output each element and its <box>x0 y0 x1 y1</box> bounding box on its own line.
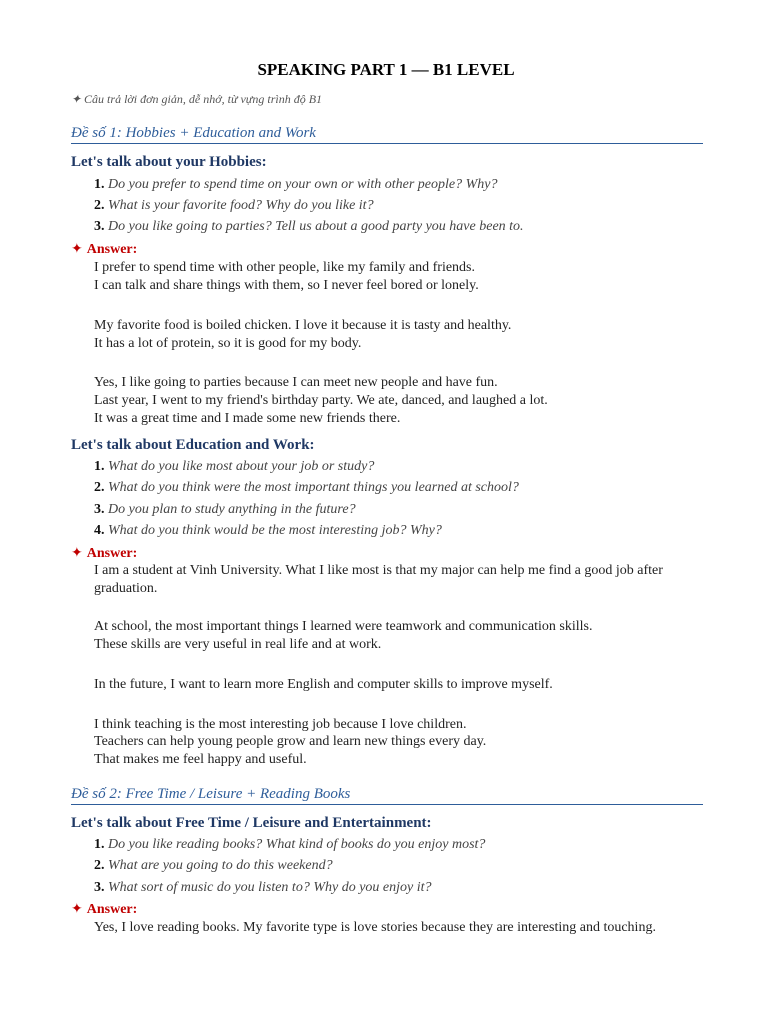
four-pointed-star-icon: ✦ <box>71 546 83 561</box>
answer-line: It was a great time and I made some new friends there. <box>94 411 401 426</box>
page-subtitle: ✦ Câu trả lời đơn giản, dễ nhớ, từ vựng trình độ B1 <box>71 92 323 106</box>
question-number: 3. <box>94 502 105 517</box>
question-number: 2. <box>94 198 105 213</box>
four-pointed-star-icon: ✦ <box>71 902 83 917</box>
question-text: Do you prefer to spend time on your own or with other people? Why? <box>108 177 498 192</box>
question-number: 1. <box>94 837 105 852</box>
answer-line: At school, the most important things I learned were teamwork and communication skills. <box>94 619 593 634</box>
page-title: SPEAKING PART 1 — B1 LEVEL <box>257 60 515 79</box>
answer-line: These skills are very useful in real life and at work. <box>94 637 382 652</box>
topic-heading-free-time: Let's talk about Free Time / Leisure and Entertainment: <box>71 815 432 831</box>
answer-line: I can talk and share things with them, so I never feel bored or lonely. <box>94 278 479 293</box>
question-number: 2. <box>94 480 105 495</box>
topic-heading-education-work: Let's talk about Education and Work: <box>71 437 315 453</box>
question-number: 1. <box>94 459 105 474</box>
answer-line: My favorite food is boiled chicken. I love it because it is tasty and healthy. <box>94 318 512 333</box>
question-item <box>94 177 497 193</box>
answer-line: Last year, I went to my friend's birthday party. We ate, danced, and laughed a lot. <box>94 393 548 408</box>
question-number: 2. <box>94 858 105 873</box>
question-text: What are you going to do this weekend? <box>108 858 333 873</box>
question-text: What is your favorite food? Why do you like it? <box>108 198 374 213</box>
answer-line: It has a lot of protein, so it is good for my body. <box>94 336 362 351</box>
answer-line: Teachers can help young people grow and learn new things every day. <box>94 734 487 749</box>
question-number: 1. <box>94 177 105 192</box>
question-text: What sort of music do you listen to? Why do you enjoy it? <box>108 880 432 895</box>
answer-label <box>71 545 137 562</box>
question-text: Do you plan to study anything in the future? <box>108 502 356 517</box>
question-item <box>94 502 356 518</box>
answer-label <box>71 901 137 918</box>
answer-label-text: Answer: <box>86 902 138 917</box>
question-text: What do you think were the most important things you learned at school? <box>108 480 519 495</box>
question-item <box>94 198 374 214</box>
answer-label-text: Answer: <box>86 242 138 257</box>
question-item <box>94 858 333 874</box>
answer-label <box>71 241 137 258</box>
question-item <box>94 480 519 496</box>
question-item <box>94 459 374 475</box>
question-text: Do you like going to parties? Tell us about a good party you have been to. <box>108 219 524 234</box>
answer-line: Yes, I love reading books. My favorite type is love stories because they are interesting and touching. <box>94 920 656 935</box>
question-item <box>94 880 432 896</box>
answer-paragraph: I am a student at Vinh University. What I like most is that my major can help me find a good job after graduation. <box>94 563 663 596</box>
question-text: What do you like most about your job or study? <box>108 459 375 474</box>
section-heading-2: Đề số 2: Free Time / Leisure + Reading Books <box>71 785 703 805</box>
answer-line: In the future, I want to learn more English and computer skills to improve myself. <box>94 677 553 692</box>
question-item <box>94 523 442 539</box>
question-item <box>94 837 485 853</box>
answer-line: Yes, I like going to parties because I can meet new people and have fun. <box>94 375 498 390</box>
question-number: 4. <box>94 523 105 538</box>
question-number: 3. <box>94 880 105 895</box>
answer-line: I prefer to spend time with other people, like my family and friends. <box>94 260 476 275</box>
question-item <box>94 219 524 235</box>
section-heading-1: Đề số 1: Hobbies + Education and Work <box>71 124 703 144</box>
question-text: What do you think would be the most interesting job? Why? <box>108 523 442 538</box>
four-pointed-star-icon: ✦ <box>71 242 83 257</box>
answer-line: That makes me feel happy and useful. <box>94 752 307 767</box>
question-text: Do you like reading books? What kind of books do you enjoy most? <box>108 837 486 852</box>
answer-line: I think teaching is the most interesting job because I love children. <box>94 717 467 732</box>
topic-heading-hobbies: Let's talk about your Hobbies: <box>71 154 267 170</box>
question-number: 3. <box>94 219 105 234</box>
answer-label-text: Answer: <box>86 546 138 561</box>
